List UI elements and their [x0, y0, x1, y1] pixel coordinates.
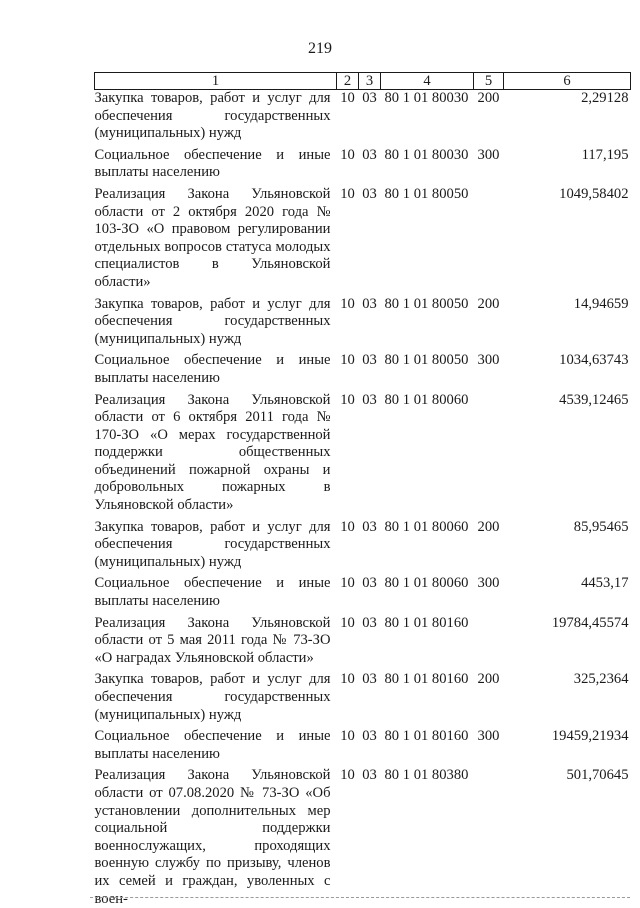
- row-target-article-code: 80 1 01 80160: [384, 671, 469, 688]
- row-subsection-code: 03: [362, 391, 377, 408]
- table-row: [95, 348, 631, 387]
- row-target-article-code: 80 1 01 80060: [384, 518, 469, 535]
- header-col-6: 6: [504, 73, 631, 90]
- table-row: [95, 763, 631, 908]
- row-description: Социальное обеспечение и иные выплаты населению: [94, 728, 331, 762]
- row-expense-type-code: 200: [477, 671, 500, 688]
- header-col-4: 4: [381, 73, 474, 90]
- row-description: Закупка товаров, работ и услуг для обеспечения государственных (муниципальных) нужд: [94, 90, 331, 142]
- row-target-article-code: 80 1 01 80030: [384, 90, 469, 106]
- row-description: Социальное обеспечение и иные выплаты населению: [94, 352, 331, 386]
- row-subsection-code: 03: [362, 575, 377, 592]
- row-section-code: 10: [340, 518, 355, 535]
- row-description: Закупка товаров, работ и услуг для обеспечения государственных (муниципальных) нужд: [94, 295, 331, 347]
- row-amount: 1034,63743: [559, 352, 629, 369]
- row-description: Реализация Закона Ульяновской области от 5 мая 2011 года № 73-ЗО «О наградах Ульяновской области»: [94, 614, 331, 666]
- row-section-code: 10: [340, 575, 355, 592]
- table-row: [95, 90, 631, 143]
- row-amount: 19784,45574: [551, 614, 629, 631]
- table-row: [95, 724, 631, 763]
- table-row: [95, 611, 631, 668]
- table-row: [95, 143, 631, 182]
- row-description: Реализация Закона Ульяновской области от 2 октября 2020 года № 103-ЗО «О правовом регулировании отдельных вопросов статуса молодых специалистов в Ульяновской области»: [94, 185, 331, 290]
- row-amount: 85,95465: [573, 518, 629, 535]
- row-expense-type-code: [474, 182, 504, 292]
- row-target-article-code: 80 1 01 80050: [384, 185, 469, 202]
- page-number: 219: [308, 40, 332, 57]
- row-target-article-code: 80 1 01 80050: [384, 352, 469, 369]
- row-amount: 117,195: [581, 146, 629, 163]
- row-target-article-code: 80 1 01 80060: [384, 391, 469, 408]
- row-amount: 1049,58402: [559, 185, 629, 202]
- row-subsection-code: 03: [362, 728, 377, 745]
- row-section-code: 10: [340, 352, 355, 369]
- header-col-5: 5: [474, 73, 504, 90]
- table-row: [95, 388, 631, 515]
- row-expense-type-code: 300: [477, 728, 500, 745]
- row-amount: 2,29128: [581, 90, 629, 106]
- row-section-code: 10: [340, 391, 355, 408]
- row-target-article-code: 80 1 01 80160: [384, 614, 469, 631]
- row-target-article-code: 80 1 01 80060: [384, 575, 469, 592]
- row-subsection-code: 03: [362, 185, 377, 202]
- row-amount: 325,2364: [573, 671, 629, 688]
- row-expense-type-code: 200: [477, 518, 500, 535]
- row-description: Реализация Закона Ульяновской области от 07.08.2020 № 73-ЗО «Об установлении дополнительных мер социальной поддержки военнослужащих, проходящих военную службу по призыву, членов их семей и граждан, уволенных с воен-: [94, 767, 331, 907]
- row-section-code: 10: [340, 90, 355, 106]
- row-description: Закупка товаров, работ и услуг для обеспечения государственных (муниципальных) нужд: [94, 518, 331, 570]
- bottom-scan-rule: [90, 897, 630, 898]
- table-row: [95, 182, 631, 292]
- table-header-row: [95, 73, 631, 90]
- table-row: [95, 515, 631, 572]
- row-subsection-code: 03: [362, 518, 377, 535]
- row-target-article-code: 80 1 01 80030: [384, 146, 469, 163]
- row-description: Реализация Закона Ульяновской области от 6 октября 2011 года № 170-ЗО «О мерах государственной поддержки общественных объединений пожарной охраны и добровольных пожарных в Ульяновской области»: [94, 391, 331, 514]
- row-expense-type-code: [474, 763, 504, 908]
- row-expense-type-code: [474, 388, 504, 515]
- header-col-2: 2: [337, 73, 359, 90]
- row-subsection-code: 03: [362, 614, 377, 631]
- row-section-code: 10: [340, 146, 355, 163]
- row-expense-type-code: 300: [477, 575, 500, 592]
- row-amount: 14,94659: [573, 295, 629, 312]
- row-subsection-code: 03: [362, 671, 377, 688]
- row-subsection-code: 03: [362, 146, 377, 163]
- row-subsection-code: 03: [362, 90, 377, 106]
- row-expense-type-code: 300: [477, 146, 500, 163]
- row-section-code: 10: [340, 295, 355, 312]
- row-target-article-code: 80 1 01 80160: [384, 728, 469, 745]
- row-amount: 4453,17: [581, 575, 629, 592]
- row-expense-type-code: 200: [477, 90, 500, 106]
- header-col-3: 3: [359, 73, 381, 90]
- row-subsection-code: 03: [362, 295, 377, 312]
- table-row: [95, 571, 631, 610]
- row-amount: 501,70645: [566, 767, 629, 784]
- row-expense-type-code: 300: [477, 352, 500, 369]
- row-section-code: 10: [340, 185, 355, 202]
- row-amount: 4539,12465: [559, 391, 629, 408]
- row-description: Закупка товаров, работ и услуг для обеспечения государственных (муниципальных) нужд: [94, 671, 331, 723]
- row-description: Социальное обеспечение и иные выплаты населению: [94, 575, 331, 610]
- row-section-code: 10: [340, 728, 355, 745]
- row-expense-type-code: [474, 611, 504, 668]
- row-description: Социальное обеспечение и иные выплаты населению: [94, 146, 331, 181]
- row-target-article-code: 80 1 01 80380: [384, 767, 469, 784]
- row-subsection-code: 03: [362, 352, 377, 369]
- row-amount: 19459,21934: [551, 728, 629, 745]
- table-row: [95, 292, 631, 349]
- row-section-code: 10: [340, 767, 355, 784]
- header-col-1: 1: [95, 73, 337, 90]
- row-target-article-code: 80 1 01 80050: [384, 295, 469, 312]
- row-section-code: 10: [340, 614, 355, 631]
- budget-table: [94, 72, 631, 908]
- row-subsection-code: 03: [362, 767, 377, 784]
- row-expense-type-code: 200: [477, 295, 500, 312]
- table-row: [95, 667, 631, 724]
- row-section-code: 10: [340, 671, 355, 688]
